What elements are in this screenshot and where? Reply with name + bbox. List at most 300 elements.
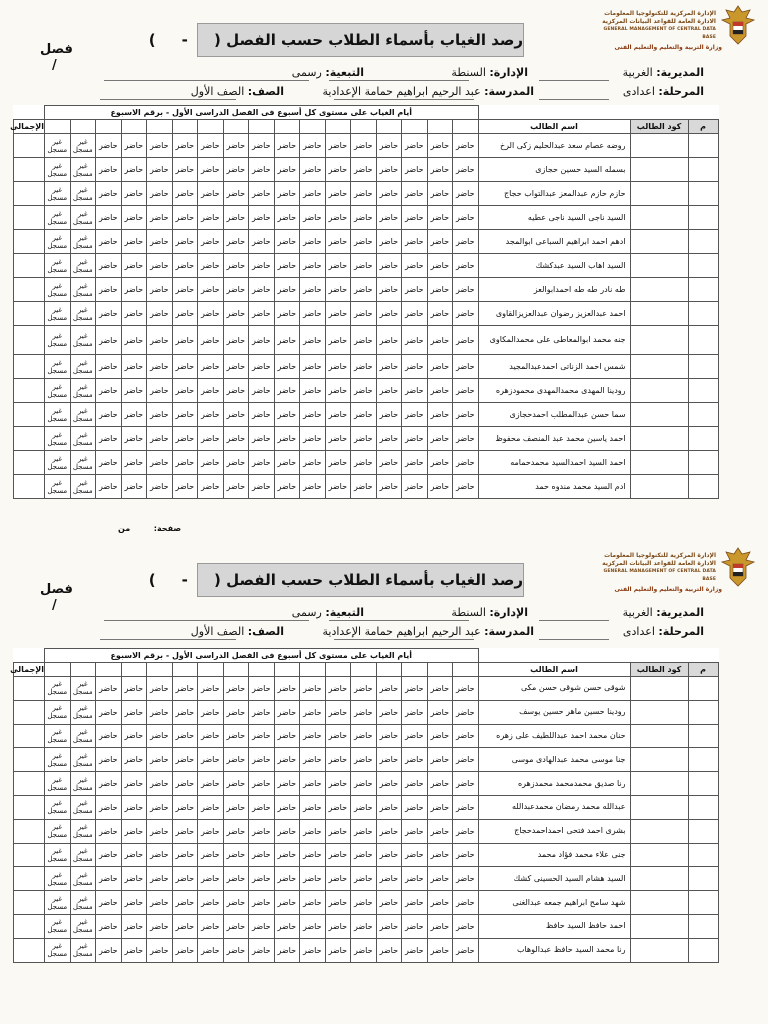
attendance-present-cell: حاضر [402,914,428,938]
attendance-present-cell: حاضر [300,795,326,819]
attendance-present-cell: حاضر [300,938,326,962]
attendance-present-cell: حاضر [198,914,224,938]
class-label-text: فصل [40,42,73,57]
attendance-present-cell: حاضر [274,843,300,867]
student-code-cell [630,772,688,796]
info-madrasa: المدرسة: عبد الرحيم ابراهيم حمامة الإعدادية [322,85,534,98]
row-index-cell [688,355,718,379]
attendance-present-cell: حاضر [249,700,275,724]
attendance-present-cell: حاضر [376,230,402,254]
info-row-1 [100,65,704,81]
attendance-present-cell: حاضر [249,379,275,403]
total-cell [14,403,45,427]
attendance-present-cell: حاضر [453,254,479,278]
attendance-present-cell: حاضر [427,355,453,379]
student-name-cell: جنى علاء محمد فؤاد محمد [478,843,630,867]
attendance-present-cell: حاضر [351,182,377,206]
attendance-present-cell: حاضر [274,914,300,938]
student-name-cell: احمد ياسين محمد عبد المنصف محفوظ [478,427,630,451]
attendance-present-cell: حاضر [121,938,147,962]
attendance-present-cell: حاضر [453,230,479,254]
attendance-unregistered-cell: غير مسجل [45,724,71,748]
attendance-present-cell: حاضر [376,403,402,427]
student-name-cell: احمد حافظ السيد حافظ [478,914,630,938]
attendance-present-cell: حاضر [402,379,428,403]
attendance-unregistered-cell: غير مسجل [45,158,71,182]
attendance-unregistered-cell: غير مسجل [45,938,71,962]
class-label-slash: / [52,598,57,613]
attendance-present-cell: حاضر [249,677,275,701]
attendance-present-cell: حاضر [325,914,351,938]
row-index-cell [688,326,718,355]
row-index-cell [688,302,718,326]
attendance-present-cell: حاضر [376,677,402,701]
student-code-cell [630,230,688,254]
info-marhala: المرحلة: اعدادى [622,85,704,98]
attendance-present-cell: حاضر [96,355,122,379]
attendance-present-cell: حاضر [274,230,300,254]
total-cell [14,700,45,724]
attendance-present-cell: حاضر [172,914,198,938]
table-row [14,278,719,302]
total-cell [14,230,45,254]
total-cell [14,278,45,302]
attendance-unregistered-cell: غير مسجل [45,677,71,701]
attendance-present-cell: حاضر [427,938,453,962]
attendance-present-cell: حاضر [172,867,198,891]
attendance-present-cell: حاضر [121,677,147,701]
attendance-present-cell: حاضر [427,134,453,158]
attendance-present-cell: حاضر [274,724,300,748]
attendance-present-cell: حاضر [325,772,351,796]
attendance-unregistered-cell: غير مسجل [70,724,96,748]
attendance-present-cell: حاضر [274,206,300,230]
total-cell [14,182,45,206]
attendance-present-cell: حاضر [300,475,326,499]
info-row-1 [100,605,704,621]
attendance-present-cell: حاضر [147,772,173,796]
attendance-present-cell: حاضر [300,134,326,158]
attendance-present-cell: حاضر [223,451,249,475]
attendance-unregistered-cell: غير مسجل [45,748,71,772]
attendance-present-cell: حاضر [402,772,428,796]
attendance-present-cell: حاضر [121,724,147,748]
info-row-2 [100,624,704,640]
student-name-cell: حنان محمد احمد عبداللطيف على زهره [478,724,630,748]
table-row [14,379,719,403]
attendance-present-cell: حاضر [325,326,351,355]
logo-line-3: GENERAL MANAGEMENT OF CENTRAL DATA BASE [603,569,716,582]
attendance-present-cell: حاضر [376,938,402,962]
total-cell [14,914,45,938]
attendance-present-cell: حاضر [274,867,300,891]
attendance-present-cell: حاضر [274,379,300,403]
attendance-unregistered-cell: غير مسجل [45,254,71,278]
attendance-present-cell: حاضر [198,451,224,475]
info-saf: الصف: الصف الأول [190,85,284,98]
attendance-present-cell: حاضر [147,254,173,278]
attendance-present-cell: حاضر [376,158,402,182]
attendance-unregistered-cell: غير مسجل [70,475,96,499]
attendance-present-cell: حاضر [198,427,224,451]
attendance-present-cell: حاضر [300,843,326,867]
attendance-present-cell: حاضر [96,206,122,230]
table-row [14,134,719,158]
attendance-present-cell: حاضر [121,819,147,843]
attendance-present-cell: حاضر [121,748,147,772]
attendance-unregistered-cell: غير مسجل [70,302,96,326]
attendance-present-cell: حاضر [427,326,453,355]
attendance-unregistered-cell: غير مسجل [45,355,71,379]
attendance-present-cell: حاضر [300,748,326,772]
attendance-present-cell: حاضر [147,230,173,254]
days-header: أيام الغياب على مستوى كل أسبوع فى الفصل الدراسى الأول - برقم الاسبوع [45,106,479,120]
table-row [14,254,719,278]
attendance-present-cell: حاضر [427,206,453,230]
attendance-present-cell: حاضر [300,355,326,379]
attendance-present-cell: حاضر [325,700,351,724]
attendance-unregistered-cell: غير مسجل [70,158,96,182]
attendance-present-cell: حاضر [402,938,428,962]
attendance-present-cell: حاضر [147,677,173,701]
row-index-cell [688,427,718,451]
attendance-present-cell: حاضر [351,867,377,891]
table-row [14,475,719,499]
attendance-present-cell: حاضر [172,772,198,796]
attendance-present-cell: حاضر [325,795,351,819]
attendance-present-cell: حاضر [223,700,249,724]
attendance-present-cell: حاضر [427,182,453,206]
col-m: م [688,120,718,134]
attendance-unregistered-cell: غير مسجل [70,427,96,451]
attendance-present-cell: حاضر [427,158,453,182]
attendance-present-cell: حاضر [223,724,249,748]
attendance-present-cell: حاضر [121,206,147,230]
attendance-unregistered-cell: غير مسجل [45,700,71,724]
attendance-present-cell: حاضر [147,724,173,748]
attendance-present-cell: حاضر [274,182,300,206]
attendance-present-cell: حاضر [300,451,326,475]
attendance-unregistered-cell: غير مسجل [45,867,71,891]
attendance-present-cell: حاضر [249,230,275,254]
attendance-present-cell: حاضر [351,772,377,796]
class-label-text: فصل [40,582,73,597]
attendance-present-cell: حاضر [96,230,122,254]
attendance-present-cell: حاضر [453,677,479,701]
attendance-present-cell: حاضر [172,278,198,302]
attendance-present-cell: حاضر [172,182,198,206]
egypt-eagle-icon [720,546,756,590]
attendance-present-cell: حاضر [96,403,122,427]
attendance-present-cell: حاضر [453,938,479,962]
table-row [14,451,719,475]
table-row [14,795,719,819]
attendance-present-cell: حاضر [274,795,300,819]
attendance-present-cell: حاضر [147,427,173,451]
attendance-present-cell: حاضر [274,254,300,278]
attendance-present-cell: حاضر [351,254,377,278]
student-name-cell: عبدالله محمد رمضان محمدعبدالله [478,795,630,819]
attendance-unregistered-cell: غير مسجل [70,772,96,796]
attendance-present-cell: حاضر [96,677,122,701]
attendance-present-cell: حاضر [121,158,147,182]
attendance-present-cell: حاضر [172,427,198,451]
student-name-cell: جنا موسى محمد عبدالهادى موسى [478,748,630,772]
info-madrasa: المدرسة: عبد الرحيم ابراهيم حمامة الإعدادية [322,625,534,638]
attendance-present-cell: حاضر [223,772,249,796]
attendance-present-cell: حاضر [300,427,326,451]
attendance-present-cell: حاضر [300,379,326,403]
attendance-present-cell: حاضر [325,843,351,867]
attendance-present-cell: حاضر [198,379,224,403]
page-footer [118,524,181,533]
attendance-present-cell: حاضر [223,938,249,962]
attendance-present-cell: حاضر [198,748,224,772]
attendance-present-cell: حاضر [223,819,249,843]
attendance-present-cell: حاضر [172,748,198,772]
total-cell [14,772,45,796]
attendance-present-cell: حاضر [249,206,275,230]
attendance-present-cell: حاضر [121,278,147,302]
attendance-present-cell: حاضر [274,748,300,772]
student-name-cell: شمس احمد الزناتى احمدعبدالمجيد [478,355,630,379]
attendance-present-cell: حاضر [198,302,224,326]
attendance-present-cell: حاضر [402,700,428,724]
attendance-present-cell: حاضر [351,326,377,355]
student-code-cell [630,254,688,278]
attendance-present-cell: حاضر [402,724,428,748]
row-index-cell [688,772,718,796]
attendance-present-cell: حاضر [147,795,173,819]
attendance-present-cell: حاضر [300,326,326,355]
attendance-unregistered-cell: غير مسجل [45,819,71,843]
attendance-present-cell: حاضر [223,677,249,701]
attendance-unregistered-cell: غير مسجل [45,230,71,254]
attendance-present-cell: حاضر [223,403,249,427]
attendance-present-cell: حاضر [198,843,224,867]
attendance-present-cell: حاضر [427,819,453,843]
attendance-present-cell: حاضر [96,254,122,278]
attendance-present-cell: حاضر [172,795,198,819]
attendance-present-cell: حاضر [453,748,479,772]
table-row [14,914,719,938]
attendance-present-cell: حاضر [453,772,479,796]
attendance-present-cell: حاضر [325,134,351,158]
attendance-present-cell: حاضر [172,379,198,403]
attendance-present-cell: حاضر [402,355,428,379]
attendance-present-cell: حاضر [427,891,453,915]
attendance-present-cell: حاضر [325,677,351,701]
attendance-present-cell: حاضر [402,134,428,158]
attendance-present-cell: حاضر [300,891,326,915]
ministry-logo [596,546,756,598]
attendance-table-2 [10,648,719,963]
attendance-present-cell: حاضر [274,772,300,796]
row-index-cell [688,451,718,475]
attendance-present-cell: حاضر [325,379,351,403]
row-index-cell [688,254,718,278]
table-row [14,891,719,915]
attendance-present-cell: حاضر [96,819,122,843]
attendance-present-cell: حاضر [453,379,479,403]
attendance-present-cell: حاضر [376,772,402,796]
col-code: كود الطالب [630,663,688,677]
attendance-unregistered-cell: غير مسجل [70,182,96,206]
student-code-cell [630,819,688,843]
attendance-present-cell: حاضر [96,938,122,962]
attendance-present-cell: حاضر [325,867,351,891]
total-cell [14,677,45,701]
attendance-present-cell: حاضر [172,302,198,326]
table-row [14,230,719,254]
attendance-present-cell: حاضر [172,938,198,962]
attendance-present-cell: حاضر [402,403,428,427]
attendance-present-cell: حاضر [172,724,198,748]
attendance-present-cell: حاضر [376,819,402,843]
student-code-cell [630,302,688,326]
col-name: اسم الطالب [478,120,630,134]
attendance-present-cell: حاضر [249,278,275,302]
attendance-unregistered-cell: غير مسجل [45,843,71,867]
attendance-present-cell: حاضر [402,427,428,451]
page-number-label: صفحة: [153,524,182,533]
total-cell [14,134,45,158]
attendance-unregistered-cell: غير مسجل [70,326,96,355]
table-row [14,302,719,326]
attendance-present-cell: حاضر [453,182,479,206]
attendance-present-cell: حاضر [427,254,453,278]
student-code-cell [630,700,688,724]
attendance-present-cell: حاضر [300,230,326,254]
attendance-present-cell: حاضر [121,795,147,819]
attendance-present-cell: حاضر [121,427,147,451]
attendance-present-cell: حاضر [249,158,275,182]
attendance-present-cell: حاضر [96,772,122,796]
attendance-present-cell: حاضر [198,326,224,355]
attendance-present-cell: حاضر [249,938,275,962]
attendance-present-cell: حاضر [351,724,377,748]
student-code-cell [630,795,688,819]
attendance-present-cell: حاضر [402,158,428,182]
student-name-cell: روضه عصام سعد عبدالحليم زكى الرخ [478,134,630,158]
student-code-cell [630,379,688,403]
attendance-present-cell: حاضر [198,355,224,379]
attendance-present-cell: حاضر [274,451,300,475]
attendance-unregistered-cell: غير مسجل [70,843,96,867]
attendance-present-cell: حاضر [351,748,377,772]
row-index-cell [688,134,718,158]
attendance-present-cell: حاضر [376,748,402,772]
attendance-present-cell: حاضر [249,891,275,915]
class-label [40,42,73,74]
attendance-present-cell: حاضر [453,843,479,867]
attendance-present-cell: حاضر [300,182,326,206]
table-row [14,772,719,796]
attendance-unregistered-cell: غير مسجل [70,206,96,230]
attendance-present-cell: حاضر [198,677,224,701]
attendance-present-cell: حاضر [427,772,453,796]
attendance-present-cell: حاضر [427,278,453,302]
attendance-present-cell: حاضر [300,302,326,326]
attendance-present-cell: حاضر [427,914,453,938]
attendance-present-cell: حاضر [402,819,428,843]
attendance-unregistered-cell: غير مسجل [45,891,71,915]
col-total: الإجمالى [14,663,45,677]
student-name-cell: بسمله السيد حسين حجازى [478,158,630,182]
attendance-present-cell: حاضر [96,891,122,915]
attendance-present-cell: حاضر [147,326,173,355]
total-cell [14,795,45,819]
attendance-present-cell: حاضر [427,379,453,403]
page-of-label: من [118,524,131,533]
attendance-unregistered-cell: غير مسجل [70,677,96,701]
student-code-cell [630,938,688,962]
attendance-present-cell: حاضر [351,379,377,403]
attendance-present-cell: حاضر [147,403,173,427]
attendance-present-cell: حاضر [351,451,377,475]
table-row [14,867,719,891]
attendance-present-cell: حاضر [351,819,377,843]
egypt-eagle-icon [720,4,756,48]
attendance-present-cell: حاضر [274,677,300,701]
attendance-present-cell: حاضر [274,158,300,182]
student-code-cell [630,748,688,772]
attendance-present-cell: حاضر [376,134,402,158]
attendance-unregistered-cell: غير مسجل [45,302,71,326]
attendance-present-cell: حاضر [121,891,147,915]
attendance-present-cell: حاضر [274,475,300,499]
attendance-present-cell: حاضر [453,914,479,938]
attendance-present-cell: حاضر [223,867,249,891]
attendance-present-cell: حاضر [147,819,173,843]
total-cell [14,819,45,843]
attendance-unregistered-cell: غير مسجل [45,451,71,475]
student-code-cell [630,326,688,355]
attendance-present-cell: حاضر [198,938,224,962]
attendance-present-cell: حاضر [274,891,300,915]
attendance-present-cell: حاضر [402,230,428,254]
info-mudiria: المديرية: الغربية [622,66,704,79]
attendance-present-cell: حاضر [453,867,479,891]
attendance-present-cell: حاضر [172,700,198,724]
attendance-present-cell: حاضر [249,867,275,891]
attendance-present-cell: حاضر [172,134,198,158]
attendance-unregistered-cell: غير مسجل [70,914,96,938]
attendance-present-cell: حاضر [274,700,300,724]
student-name-cell: بشرى احمد فتحى احمداحمدحجاج [478,819,630,843]
attendance-present-cell: حاضر [223,914,249,938]
attendance-present-cell: حاضر [325,819,351,843]
row-index-cell [688,230,718,254]
row-index-cell [688,182,718,206]
total-cell [14,158,45,182]
student-name-cell: طه نادر طه طه احمدابوالعز [478,278,630,302]
attendance-present-cell: حاضر [198,724,224,748]
attendance-present-cell: حاضر [376,891,402,915]
student-code-cell [630,867,688,891]
attendance-present-cell: حاضر [198,182,224,206]
attendance-present-cell: حاضر [453,795,479,819]
attendance-present-cell: حاضر [249,819,275,843]
info-row-2 [100,84,704,100]
student-code-cell [630,134,688,158]
attendance-present-cell: حاضر [402,254,428,278]
attendance-present-cell: حاضر [172,451,198,475]
attendance-present-cell: حاضر [223,206,249,230]
attendance-present-cell: حاضر [300,158,326,182]
attendance-present-cell: حاضر [223,379,249,403]
attendance-present-cell: حاضر [402,795,428,819]
